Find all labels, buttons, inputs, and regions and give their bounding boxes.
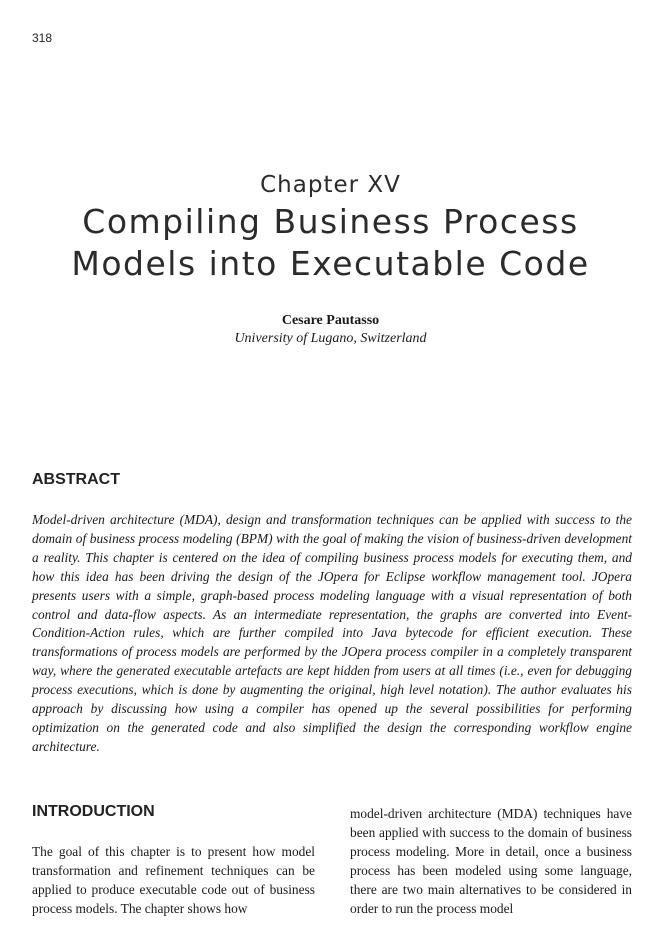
page-number: 318 — [32, 31, 53, 45]
author-name: Cesare Pautasso — [281, 313, 380, 328]
introduction-heading: INTRODUCTION — [32, 803, 155, 820]
chapter-label: Chapter XV — [260, 172, 401, 198]
abstract-heading: ABSTRACT — [32, 471, 120, 488]
chapter-title-line-2: Models into Executable Code — [71, 244, 590, 283]
introduction-left-column: The goal of this chapter is to present how model transformation and refinement techniques can be applied to produce executable code out of business process models. The chapter shows how — [32, 844, 315, 916]
chapter-header — [0, 170, 661, 284]
introduction-right-column: model-driven architecture (MDA) techniques have been applied with success to the domain of business process modeling. More in detail, once a business process has been modeled using some language, there are two main alternatives to be considered in order to run the process model — [350, 806, 632, 916]
chapter-title-line-1: Compiling Business Process — [82, 202, 579, 241]
abstract-body: Model-driven architecture (MDA), design and transformation techniques can be applied with success to the domain of business process modeling (BPM) with the goal of making the vision of business-driven development a reality. This chapter is centered on the idea of compiling business process models for executing them, and how this idea has been driving the design of the JOpera for Eclipse workflow management tool. JOpera presents users with a simple, graph-based process modeling language with a visual representation of both control and data-flow aspects. As an intermediate representation, the graphs are converted into Event-Condition-Action rules, which are further compiled into Java bytecode for efficient execution. These transformations of process models are performed by the JOpera process compiler in a completely transparent way, where the generated executable artefacts are kept hidden from users at all times (i.e., even for debugging process executions, which is done by augmenting the original, high level notation). The author evaluates his approach by discussing how using a compiler has opened up the several possibilities for performing optimization on the generated code and also simplified the design the corresponding workflow engine architecture. — [32, 512, 632, 754]
author-block — [0, 312, 661, 348]
author-affiliation: University of Lugano, Switzerland — [234, 331, 427, 346]
